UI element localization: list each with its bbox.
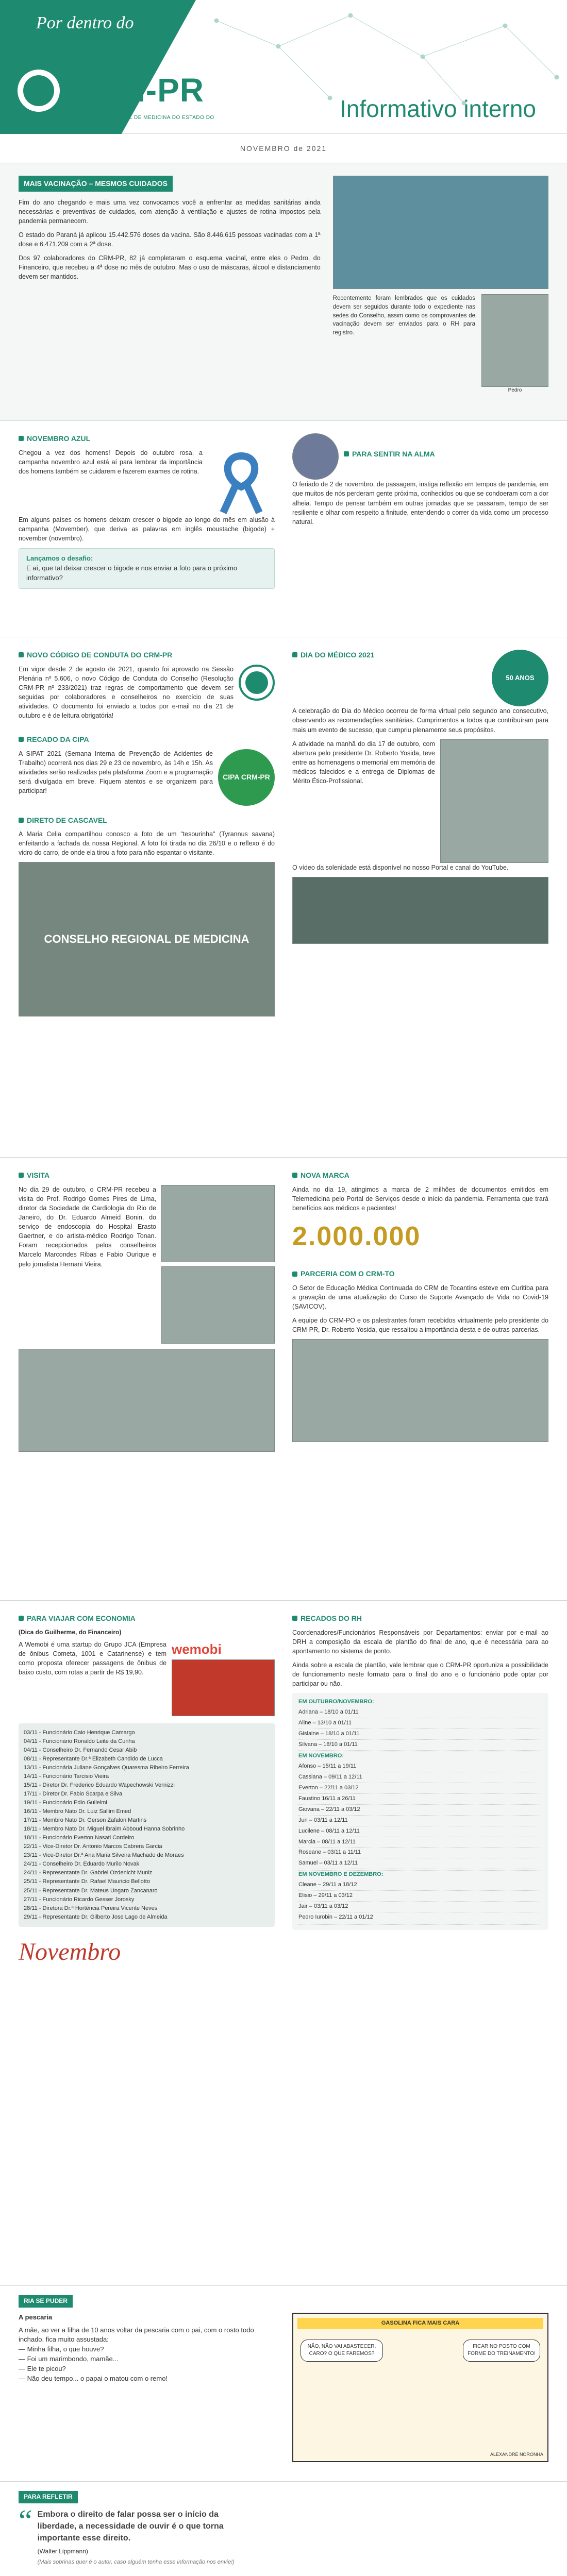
section-icon — [292, 652, 297, 657]
rh-p1: Coordenadores/Funcionários Responsáveis por Departamentos: enviar por e-mail ao DRH a composição da escala de plantão do final de ano, que é necessária para ao apontamento no sistema de ponto. — [292, 1629, 548, 1655]
parceria-p1: O Setor de Educação Médica Continuada do CRM de Tocantins esteve em Curitiba para a gravação de uma atualização do Curso de Suporte Avançado de Vida no Covid-19 (SAVICOV). — [292, 1284, 548, 1310]
vacina-section — [0, 163, 567, 421]
ria-joke — [19, 2326, 275, 2384]
birthday-item: 24/11 - Conselheiro Dr. Eduardo Murilo Novak — [24, 1861, 140, 1868]
birthday-item: 24/11 - Representante Dr. Gabriel Ozdenicht Muniz — [24, 1870, 153, 1876]
bus-image — [172, 1659, 275, 1716]
economia-rh-section — [0, 1601, 567, 2286]
birthday-item: 25/11 - Representante Dr. Rafael Mauricio Bellotto — [24, 1878, 150, 1885]
joke-line: — Ele te picou? — [19, 2364, 66, 2372]
cascavel-title: DIRETO DE CASCAVEL — [19, 815, 275, 825]
wemobi-logo: wemobi — [172, 1641, 222, 1657]
vacina-p2: O estado do Paraná já aplicou 15.442.576 doses da vacina. São 8.446.615 pessoas vacinadas com a 1ª dose e 6.471.209 com a 2ª dose. — [19, 231, 321, 248]
birthday-item: 13/11 - Funcionária Juliane Gonçalves Quaresma Ribeiro Ferreira — [24, 1764, 189, 1771]
birthday-item: 18/11 - Membro Nato Dr. Miguel Ibraim Abboud Hanna Sobrinho — [24, 1826, 185, 1833]
section-icon — [19, 1173, 24, 1178]
novembro-p1: Chegou a vez dos homens! Depois do outubro rosa, a campanha novembro azul está aí para lembrar da importância dos homens também se cuidarem e fazerem exames de rotina. — [19, 449, 203, 475]
schedule-item: Faustino 16/11 a 26/11 — [298, 1794, 542, 1805]
birthday-item: 17/11 - Diretor Dr. Fabio Scarpa e Silva — [24, 1791, 123, 1797]
visita-text: No dia 29 de outubro, o CRM-PR recebeu a visita do Prof. Rodrigo Gomes Pires de Lima, diretor da Sociedade de Cardiologia do Rio de Janeiro, do Dr. Eduardo Almeid Bonin, do serviço de endoscopia do Hospital Erasto Gaertner, e do artista-médico Rodrigo Tonan. Foram recepcionados pelos conselheiros Marcelo Marcondes Ribas e Fabio Ourique e pelo jornalista Hernani Vieira. — [19, 1185, 156, 1268]
quote-text: Embora o direito de falar possa ser o início da liberdade, a necessidade de ouvir é o que torna importante esse direito. — [37, 2510, 224, 2543]
parceria-p2: A equipe do CRM-PO e os palestrantes foram recebidos virtualmente pelo presidente do CRM-PR, Dr. Roberto Yosida, que ressaltou a importância desta e de outras parcerias. — [292, 1317, 548, 1334]
rh-title: RECADOS DO RH — [292, 1613, 548, 1623]
section-icon — [19, 818, 24, 823]
birthday-item: 25/11 - Representante Dr. Mateus Ungaro Zancanaro — [24, 1887, 158, 1894]
logo — [15, 10, 232, 129]
comic-credit: ALEXANDRE NORONHA — [490, 2451, 543, 2457]
ria-section — [0, 2286, 567, 2482]
birthday-item: 15/11 - Diretor Dr. Frederico Eduardo Wapechowski Vernizzi — [24, 1782, 175, 1788]
crm-seal-icon — [239, 665, 275, 701]
refletir-tag: PARA REFLETIR — [19, 2491, 78, 2503]
visita-parceria-section — [0, 1158, 567, 1601]
medico-video-still — [292, 877, 548, 944]
novembro-callout — [19, 548, 275, 589]
birthday-list — [19, 1723, 275, 1927]
schedule-item: Roseane – 03/11 a 11/11 — [298, 1848, 542, 1858]
quote-note: (Mais sobrinas quer é o autor, caso alguém tenha esse informação nos envie!) — [37, 2558, 235, 2565]
meta-title: NOVA MARCA — [292, 1170, 548, 1180]
joke-line: — Não deu tempo... o papai o matou com o remo! — [19, 2374, 168, 2382]
quote-author: (Walter Lippmann) — [37, 2548, 88, 2555]
refletir-section — [0, 2482, 567, 2576]
pedro-caption: Pedro — [508, 387, 522, 394]
brand-name: CRM-PR — [69, 72, 204, 109]
joke-line: — Minha filha, o que houve? — [19, 2345, 104, 2353]
birthday-item: 04/11 - Conselheiro Dr. Fernando Cesar Abib — [24, 1747, 137, 1753]
section-icon — [19, 1616, 24, 1621]
birthday-item: 27/11 - Funcionário Ricardo Gesser Jorosky — [24, 1896, 135, 1903]
schedule-item: Silvana – 18/10 a 01/11 — [298, 1740, 542, 1751]
pedro-photo — [481, 294, 548, 387]
visita-photo-2 — [161, 1266, 275, 1344]
medico-p3: O vídeo da solenidade está disponível no nosso Portal e canal do YouTube. — [292, 863, 509, 871]
birthday-item: 03/11 - Funcionário Caio Henrique Camargo — [24, 1729, 135, 1736]
vacina-title: MAIS VACINAÇÃO – MESMOS CUIDADOS — [19, 176, 173, 191]
comic-bubble-2: FICAR NO POSTO COM FORME DO TREINAMENTO! — [463, 2340, 540, 2362]
schedule-item: Everton – 22/11 a 03/12 — [298, 1783, 542, 1794]
schedule-item: Lucilene – 08/11 a 12/11 — [298, 1826, 542, 1837]
schedule-item: Samuel – 03/11 a 12/11 — [298, 1858, 542, 1869]
vacation-schedule — [292, 1693, 548, 1930]
cipa-text: A SIPAT 2021 (Semana Interna de Prevenção de Acidentes de Trabalho) ocorrerá nos dias 29 e 23 de novembro, às 14h e 15h. As atividades serão realizadas pela plataforma Zoom e a programação será divulgada em breve. Fiquem atentos e se organizem para participar! — [19, 750, 213, 795]
birthday-item: 14/11 - Funcionário Tarcisio Vieira — [24, 1773, 109, 1780]
visita-group-photo — [19, 1349, 275, 1452]
birthday-item: 23/11 - Vice-Diretor Dr.ª Ana Maria Silveira Machado de Moraes — [24, 1852, 184, 1859]
crm-seal-icon — [15, 67, 62, 114]
comic-strip — [292, 2313, 548, 2462]
economia-title: PARA VIAJAR COM ECONOMIA — [19, 1613, 275, 1623]
schedule-item: Pedro Iurobin – 22/11 a 01/12 — [298, 1912, 542, 1923]
brand-subtitle: CONSELHO REGIONAL DE MEDICINA DO ESTADO DO PARANÁ — [71, 115, 214, 128]
comic-sign: GASOLINA FICA MAIS CARA — [297, 2318, 543, 2329]
economia-text: A Wemobi é uma startup do Grupo JCA (Empresa de ônibus Cometa, 1001 e Catarinense) e tem como proposta oferecer passagens de ônibus de baixo custo, com rotas a partir de R$ 19,90. — [19, 1640, 166, 1676]
codigo-medico-section — [0, 637, 567, 1158]
joke-line: — Foi um marimbondo, mamãe... — [19, 2355, 119, 2363]
birthday-item: 17/11 - Membro Nato Dr. Gerson Zafalon Martins — [24, 1817, 147, 1824]
callout-text: E aí, que tal deixar crescer o bigode e nos enviar a foto para o próximo informativo? — [26, 564, 238, 582]
medico-photo — [440, 739, 548, 863]
vacina-aside: Recentemente foram lembrados que os cuidados devem ser seguidos durante todo o expediente nas sedes do Conselho, assim como os comprovantes de vacinação devem ser enviados para o RH para registro. — [332, 295, 475, 336]
schedule-item: Jair – 03/11 a 03/12 — [298, 1902, 542, 1912]
header-title: Informativo interno — [340, 95, 536, 122]
schedule-item: Afonso – 15/11 a 19/11 — [298, 1761, 542, 1772]
section-icon — [292, 1616, 297, 1621]
vacina-p1: Fim do ano chegando e mais uma vez convocamos você a enfrentar as medidas sanitárias ainda necessárias e preventivas de cuidados, com atenção à ventilação e ajustes de rotina impostos pela pandemia permanecem. — [19, 198, 321, 225]
section-icon — [19, 436, 24, 441]
ria-tag: RIA SE PUDER — [19, 2295, 73, 2307]
schedule-item: Elisio – 29/11 a 03/12 — [298, 1891, 542, 1902]
parceria-title: PARCERIA COM O CRM-TO — [292, 1268, 548, 1279]
birthday-month: Novembro — [19, 1938, 121, 1965]
schedule-item: Gislaine – 18/10 a 01/11 — [298, 1729, 542, 1740]
parceria-photo — [292, 1339, 548, 1442]
joke-line: A mãe, ao ver a filha de 10 anos voltar da pescaria com o pai, com o rosto todo inchado, fica muito assustada: — [19, 2326, 254, 2344]
alma-title: PARA SENTIR NA ALMA — [344, 449, 435, 459]
cascavel-photo: CONSELHO REGIONAL DE MEDICINA — [19, 862, 275, 1016]
page-header — [0, 0, 567, 134]
schedule-item: Aline – 13/10 a 01/11 — [298, 1718, 542, 1729]
birthday-item: 04/11 - Funcionário Ronaldo Leite da Cunha — [24, 1738, 135, 1744]
visita-photo-1 — [161, 1185, 275, 1262]
meta-number: 2.000.000 — [292, 1221, 421, 1251]
economia-subtitle: (Dica do Guilherme, do Financeiro) — [19, 1628, 122, 1636]
cipa-title: RECADO DA CIPA — [19, 734, 275, 744]
birthday-item: 16/11 - Membro Nato Dr. Luiz Sallim Emed — [24, 1808, 131, 1815]
birthday-item: 29/11 - Representante Dr. Gilberto Jose Lago de Almeida — [24, 1913, 168, 1920]
schedule-item: Adriana – 18/10 a 01/11 — [298, 1707, 542, 1718]
codigo-text: Em vigor desde 2 de agosto de 2021, quando foi aprovado na Sessão Plenária nº 5.606, o novo Código de Conduta do Conselho (Resolução CRM-PR nº 233/2021) traz regras de comportamento que devem ser seguidas por colaboradores e conselheiros no exercício de suas atividades. O documento foi enviado a todos por e-mail no dia 21 de outubro e é de leitura obrigatória! — [19, 665, 234, 720]
novembro-p2: Em alguns países os homens deixam crescer o bigode ao longo do mês em alusão à campanha (Movember), que deriva as palavras em inglês moustache (bigode) + november (novembro). — [19, 516, 275, 542]
medico-p1: A celebração do Dia do Médico ocorreu de forma virtual pelo segundo ano consecutivo, observando as recomendações sanitárias. Cumprimentos a todos que contribuíram para mais um evento de sucesso, que cumpriu plenamente seus propósitos. — [292, 707, 548, 734]
section-icon — [344, 451, 349, 456]
quote-icon: “ — [19, 2503, 32, 2538]
novembro-list-title: EM NOVEMBRO: — [298, 1753, 344, 1759]
header-kicker: Por dentro do — [36, 13, 134, 32]
birthday-item: 19/11 - Funcionário Edio Guilelmi — [24, 1800, 107, 1806]
meta-text: Ainda no dia 19, atingimos a marca de 2 milhões de documentos emitidos em Telemedicina pelo Portal de Serviços desde o início da pandemia. Ferramenta que trará benefícios aos médicos e pacientes! — [292, 1185, 548, 1212]
comic-bubble-1: NÃO, NÃO VAI ABASTECER, CARO? O QUE FAREMOS? — [301, 2340, 383, 2362]
novembro-title: NOVEMBRO AZUL — [19, 433, 275, 444]
section-icon — [292, 1272, 297, 1277]
schedule-item: Cleane – 29/11 a 18/12 — [298, 1880, 542, 1891]
alma-illustration — [292, 433, 339, 480]
schedule-item: Cassiana – 09/11 a 12/11 — [298, 1772, 542, 1783]
dezembro-title: EM NOVEMBRO E DEZEMBRO: — [298, 1871, 383, 1878]
issue-date: NOVEMBRO de 2021 — [0, 134, 567, 163]
callout-title: Lançamos o desafio: — [26, 554, 93, 562]
rh-p2: Ainda sobre a escala de plantão, vale lembrar que o CRM-PR oportuniza a possibilidade de funcionamento neste formato para o final do ano e o funcionário pode optar por participar ou não. — [292, 1661, 548, 1688]
vacina-p3: Dos 97 colaboradores do CRM-PR, 82 já completaram o esquema vacinal, entre eles o Pedro, do Financeiro, que recebeu a 4ª dose no mês de outubro. Mas o uso de máscaras, álcool e distanciamento devem ser mantidos. — [19, 255, 321, 281]
birthday-item: 18/11 - Funcionário Everton Nasati Cordeiro — [24, 1835, 135, 1841]
section-icon — [19, 652, 24, 657]
birthday-item: 08/11 - Representante Dr.ª Elizabeth Candido de Lucca — [24, 1755, 163, 1762]
visita-title: VISITA — [19, 1170, 275, 1180]
vacina-illustration — [333, 176, 548, 289]
cipa-badge: CIPA CRM-PR — [218, 749, 275, 806]
novembro-alma-section — [0, 421, 567, 637]
birthday-item: 28/11 - Diretora Dr.ª Hortência Pereira Vicente Neves — [24, 1905, 158, 1911]
schedule-item: Marcia – 08/11 a 12/11 — [298, 1837, 542, 1848]
outubro-title: EM OUTUBRO/NOVEMBRO: — [298, 1699, 374, 1705]
birthday-item: 22/11 - Vice-Diretor Dr. Antonio Marcos Cabrera Garcia — [24, 1843, 162, 1850]
schedule-item: Giovana – 22/11 a 03/12 — [298, 1805, 542, 1816]
codigo-title: NOVO CÓDIGO DE CONDUTA DO CRM-PR — [19, 650, 275, 660]
medico-badge: 50 ANOS — [492, 650, 548, 706]
section-icon — [19, 737, 24, 742]
medico-title: DIA DO MÉDICO 2021 — [292, 650, 374, 660]
medico-p2: A atividade na manhã do dia 17 de outubro, com abertura pelo presidente Dr. Roberto Yosida, teve entre as homenagens o memorial em memória de médicos falecidos e a entrega de Diplomas de Mérito Ético-Profissional. — [292, 740, 435, 785]
section-icon — [292, 1173, 297, 1178]
blue-ribbon-icon — [208, 448, 275, 515]
ria-title: A pescaria — [19, 2313, 53, 2321]
schedule-item: Jun – 03/11 a 12/11 — [298, 1816, 542, 1826]
alma-text: O feriado de 2 de novembro, de passagem, instiga reflexão em tempos de pandemia, em que muitos de nós perderam gente próxima, conhecidos ou que se condoeram com a dor alheia. Tempo de pensar também em outras jornadas que se passaram, tempo de ser resiliente e olhar com respeito a finitude, entendendo o correr da vida como um processo natural. — [292, 481, 548, 526]
cascavel-text: A Maria Celia compartilhou conosco a foto de um "tesourinha" (Tyrannus savana) enfeitando a fachada da nossa Regional. A foto foi tirada no dia 26/10 e o reflexo é do vidro do carro, de onde ela tirou a foto para não espantar o visitante. — [19, 830, 275, 857]
